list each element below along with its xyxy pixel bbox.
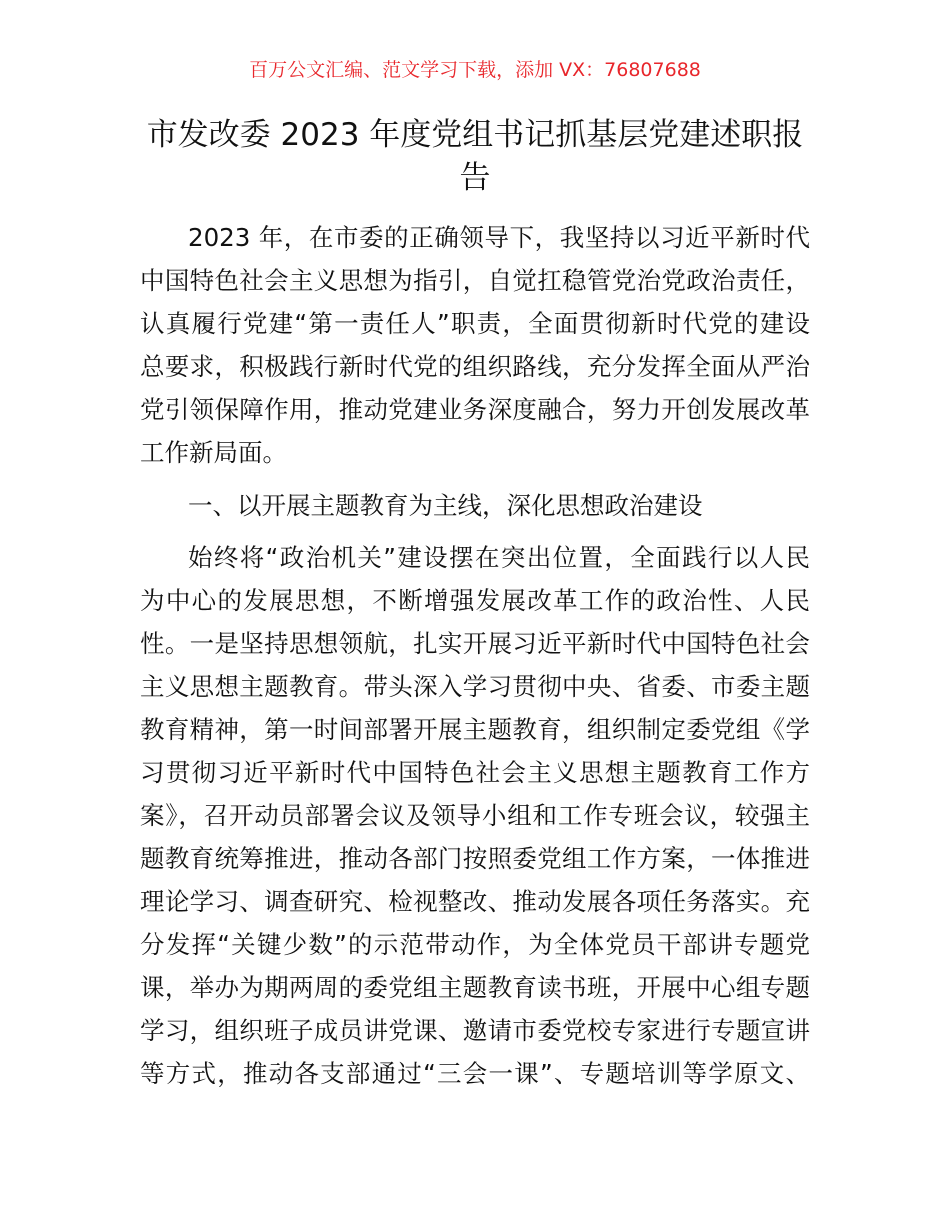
text-line: 习贯彻习近平新时代中国特色社会主义思想主题教育工作方 bbox=[140, 758, 810, 787]
text-line: 认真履行党建“第一责任人”职责，全面贯彻新时代党的建设 bbox=[140, 309, 810, 338]
watermark-header: 百万公文汇编、范文学习下载，添加 VX：76807688 bbox=[249, 59, 701, 81]
text-line: 理论学习、调查研究、检视整改、推动发展各项任务落实。充 bbox=[140, 887, 810, 916]
text-line: 始终将“政治机关”建设摆在突出位置，全面践行以人民 bbox=[188, 543, 810, 572]
text-line: 2023 年，在市委的正确领导下，我坚持以习近平新时代 bbox=[188, 223, 810, 252]
text-line: 案》，召开动员部署会议及领导小组和工作专班会议，较强主 bbox=[140, 801, 810, 830]
text-line: 学习，组织班子成员讲党课、邀请市委党校专家进行专题宣讲 bbox=[140, 1016, 810, 1045]
text-line: 中国特色社会主义思想为指引，自觉扛稳管党治党政治责任， bbox=[140, 266, 810, 295]
page-title bbox=[130, 114, 820, 200]
text-line: 等方式，推动各支部通过“三会一课”、专题培训等学原文、 bbox=[140, 1059, 810, 1088]
text-line: 主义思想主题教育。带头深入学习贯彻中央、省委、市委主题 bbox=[140, 672, 810, 701]
title-line: 告 bbox=[459, 160, 491, 196]
text-line: 总要求，积极践行新时代党的组织路线，充分发挥全面从严治 bbox=[140, 352, 810, 381]
section-heading: 一、以开展主题教育为主线，深化思想政治建设 bbox=[188, 491, 703, 520]
text-line: 性。一是坚持思想领航，扎实开展习近平新时代中国特色社会 bbox=[140, 629, 810, 658]
text-line: 工作新局面。 bbox=[140, 438, 287, 467]
text-line: 党引领保障作用，推动党建业务深度融合，努力开创发展改革 bbox=[140, 395, 810, 424]
text-line: 教育精神，第一时间部署开展主题教育，组织制定委党组《学 bbox=[140, 715, 810, 744]
text-line: 为中心的发展思想，不断增强发展改革工作的政治性、人民 bbox=[140, 586, 810, 615]
title-line: 市发改委 2023 年度党组书记抓基层党建述职报 bbox=[146, 117, 804, 153]
text-line: 题教育统筹推进，推动各部门按照委党组工作方案，一体推进 bbox=[140, 844, 810, 873]
text-line: 课，举办为期两周的委党组主题教育读书班，开展中心组专题 bbox=[140, 973, 810, 1002]
text-line: 分发挥“关键少数”的示范带动作，为全体党员干部讲专题党 bbox=[140, 930, 810, 959]
